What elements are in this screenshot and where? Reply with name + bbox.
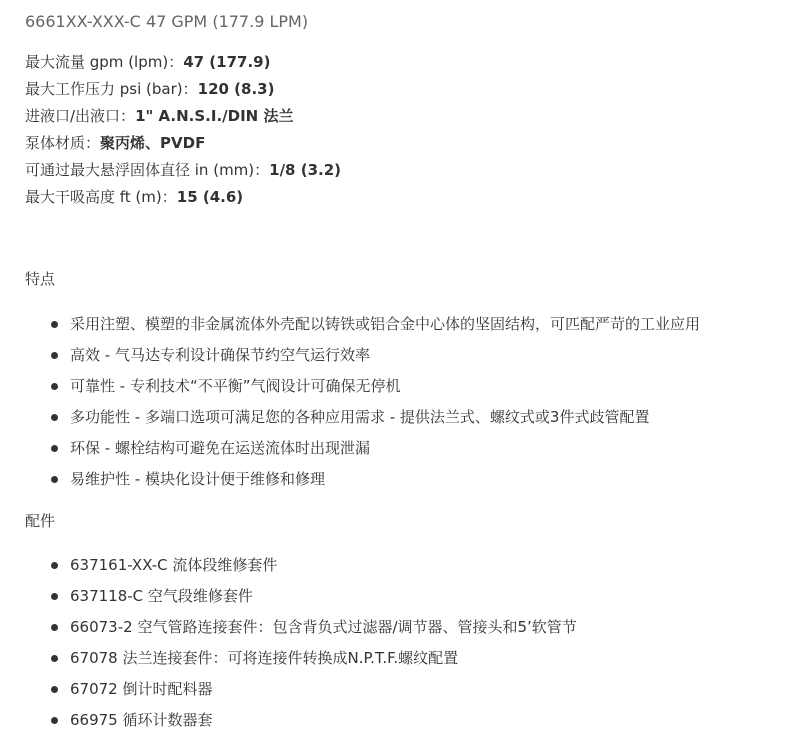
accessory-item: [51, 643, 577, 674]
feature-item: [51, 464, 700, 495]
bullet-dot-icon: [51, 414, 58, 421]
accessory-item: [51, 612, 577, 643]
spec-row-max-flow: [25, 49, 341, 76]
accessories-heading: 配件: [25, 512, 56, 530]
bullet-dot-icon: [51, 321, 58, 328]
bullet-dot-icon: [51, 383, 58, 390]
feature-text: 可靠性 - 专利技术“不平衡”气阀设计可确保无停机: [70, 377, 401, 395]
feature-item: [51, 340, 700, 371]
spec-label: 最大工作压力 psi (bar)：: [25, 80, 198, 98]
spec-label: 泵体材质：: [25, 134, 101, 152]
bullet-dot-icon: [51, 476, 58, 483]
product-title: 6661XX-XXX-C 47 GPM (177.9 LPM): [25, 12, 309, 31]
feature-item: [51, 371, 700, 402]
spec-label: 最大流量 gpm (lpm)：: [25, 53, 184, 71]
feature-item: [51, 402, 700, 433]
bullet-dot-icon: [51, 445, 58, 452]
accessory-item: [51, 705, 577, 736]
spec-row-inlet-outlet: [25, 103, 341, 130]
accessory-text: 66975 循环计数器套: [70, 711, 213, 729]
feature-text: 多功能性 - 多端口选项可满足您的各种应用需求 - 提供法兰式、螺纹式或3件式歧管配置: [70, 408, 650, 426]
spec-list: [25, 49, 341, 211]
spec-row-max-pressure: [25, 76, 341, 103]
accessory-text: 67078 法兰连接套件：可将连接件转换成N.P.T.F.螺纹配置: [70, 649, 459, 667]
bullet-dot-icon: [51, 352, 58, 359]
spec-label: 可通过最大悬浮固体直径 in (mm)：: [25, 161, 270, 179]
bullet-dot-icon: [51, 562, 58, 569]
accessory-text: 67072 倒计时配料器: [70, 680, 213, 698]
accessory-item: [51, 674, 577, 705]
spec-value: 1/8 (3.2): [269, 161, 341, 179]
bullet-dot-icon: [51, 717, 58, 724]
feature-item: [51, 433, 700, 464]
accessories-list: [51, 550, 577, 736]
spec-value: 聚丙烯、PVDF: [100, 134, 206, 152]
spec-row-material: [25, 130, 341, 157]
features-heading: 特点: [25, 270, 56, 288]
spec-value: 15 (4.6): [176, 188, 244, 206]
accessory-item: [51, 550, 577, 581]
accessory-text: 637161-XX-C 流体段维修套件: [70, 556, 278, 574]
spec-value: 120 (8.3): [197, 80, 275, 98]
feature-text: 环保 - 螺栓结构可避免在运送流体时出现泄漏: [70, 439, 370, 457]
spec-value: 47 (177.9): [183, 53, 271, 71]
spec-row-max-solids: [25, 157, 341, 184]
bullet-dot-icon: [51, 686, 58, 693]
features-list: [51, 309, 700, 495]
feature-text: 易维护性 - 模块化设计便于维修和修理: [70, 470, 325, 488]
spec-row-dry-lift: [25, 184, 341, 211]
spec-value: 1" A.N.S.I./DIN 法兰: [135, 107, 294, 125]
bullet-dot-icon: [51, 624, 58, 631]
accessory-text: 637118-C 空气段维修套件: [70, 587, 253, 605]
spec-label: 进液口/出液口：: [25, 107, 136, 125]
spec-label: 最大干吸高度 ft (m)：: [25, 188, 177, 206]
accessory-item: [51, 581, 577, 612]
feature-text: 采用注塑、模塑的非金属流体外壳配以铸铁或铝合金中心体的坚固结构，可匹配严苛的工业应用: [70, 315, 701, 333]
feature-text: 高效 - 气马达专利设计确保节约空气运行效率: [70, 346, 370, 364]
bullet-dot-icon: [51, 655, 58, 662]
feature-item: [51, 309, 700, 340]
bullet-dot-icon: [51, 593, 58, 600]
accessory-text: 66073-2 空气管路连接套件：包含背负式过滤器/调节器、管接头和5’软管节: [70, 618, 577, 636]
